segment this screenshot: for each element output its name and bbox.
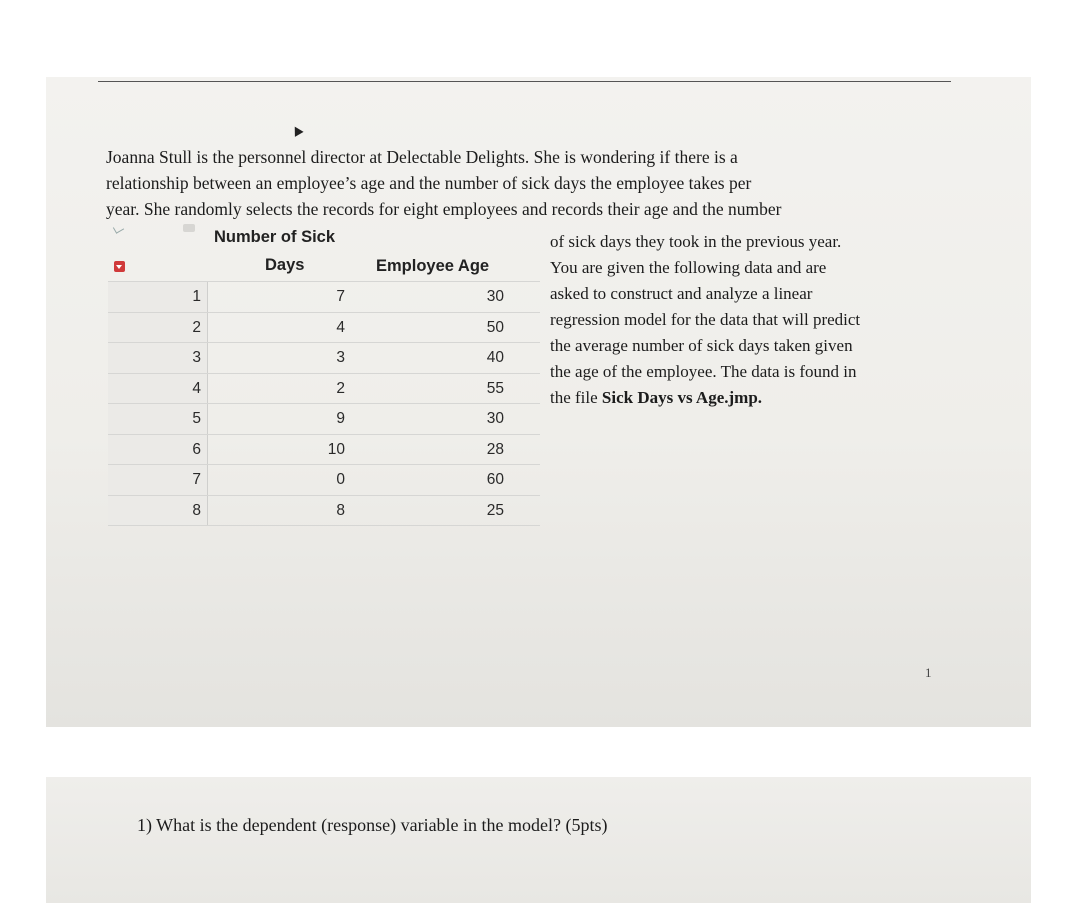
cell-sick-days[interactable]: 3 xyxy=(336,349,345,366)
row-index: 5 xyxy=(108,404,208,434)
intro-line: relationship between an employee’s age and the number of sick days the employee takes per xyxy=(106,173,752,193)
table-row[interactable] xyxy=(108,313,540,344)
cell-sick-days[interactable]: 4 xyxy=(336,318,345,336)
cell-sick-days[interactable]: 0 xyxy=(336,471,345,488)
table-row[interactable] xyxy=(108,496,540,527)
side-line-last xyxy=(550,385,950,411)
table-row[interactable] xyxy=(108,343,540,374)
cell-employee-age[interactable]: 55 xyxy=(486,379,504,397)
row-index: 7 xyxy=(108,465,208,495)
table-row[interactable] xyxy=(108,404,540,435)
data-table xyxy=(108,223,540,526)
side-prefix: the file xyxy=(550,388,602,407)
table-row[interactable] xyxy=(108,374,540,405)
side-line: asked to construct and analyze a linear xyxy=(550,284,813,303)
row-index: 2 xyxy=(108,313,208,343)
cell-employee-age[interactable]: 28 xyxy=(486,440,504,458)
cell-employee-age[interactable]: 30 xyxy=(486,288,504,305)
side-line: the age of the employee. The data is found in xyxy=(550,362,857,381)
document-photo-bottom xyxy=(46,777,1031,903)
table-body xyxy=(108,281,540,526)
table-header xyxy=(108,223,540,281)
top-rule xyxy=(98,81,951,82)
row-index: 4 xyxy=(108,374,208,404)
cell-employee-age[interactable]: 40 xyxy=(486,349,504,366)
intro-paragraph xyxy=(106,144,966,222)
row-menu-icon[interactable] xyxy=(114,261,125,272)
question-1: 1) What is the dependent (response) variable in the model? (5pts) xyxy=(137,815,608,835)
table-row[interactable] xyxy=(108,465,540,496)
side-line: of sick days they took in the previous year. xyxy=(550,232,842,251)
cell-employee-age[interactable]: 50 xyxy=(486,318,504,336)
side-paragraph xyxy=(550,229,950,411)
cell-employee-age[interactable]: 25 xyxy=(486,501,504,519)
row-index: 6 xyxy=(108,435,208,465)
intro-line: year. She randomly selects the records for eight employees and records their age and the number xyxy=(106,199,782,219)
cell-sick-days[interactable]: 7 xyxy=(336,288,345,305)
side-line: You are given the following data and are xyxy=(550,258,827,277)
column-dropdown-icon[interactable] xyxy=(183,224,195,232)
row-index: 3 xyxy=(108,343,208,373)
corner-mark-icon xyxy=(113,223,124,234)
intro-line: Joanna Stull is the personnel director at Delectable Delights. She is wondering if there is a xyxy=(106,147,738,167)
cell-sick-days[interactable]: 9 xyxy=(336,410,345,427)
cell-employee-age[interactable]: 60 xyxy=(486,471,504,488)
cell-sick-days[interactable]: 8 xyxy=(336,501,345,519)
side-line: the average number of sick days taken given xyxy=(550,336,853,355)
row-index: 8 xyxy=(108,496,208,526)
column-header-employee-age[interactable]: Employee Age xyxy=(376,257,490,275)
table-row[interactable] xyxy=(108,281,540,313)
column-header-sick-days[interactable]: Number of Sick xyxy=(214,228,336,246)
cell-sick-days[interactable]: 10 xyxy=(327,440,345,458)
table-row[interactable] xyxy=(108,435,540,466)
side-line: regression model for the data that will predict xyxy=(550,310,861,329)
cell-employee-age[interactable]: 30 xyxy=(486,410,504,427)
column-header-sick-days-line2: Days xyxy=(265,256,305,274)
row-index: 1 xyxy=(108,282,208,312)
page-number: 1 xyxy=(925,665,932,680)
file-name: Sick Days vs Age.jmp. xyxy=(601,388,763,407)
cell-sick-days[interactable]: 2 xyxy=(336,379,345,397)
